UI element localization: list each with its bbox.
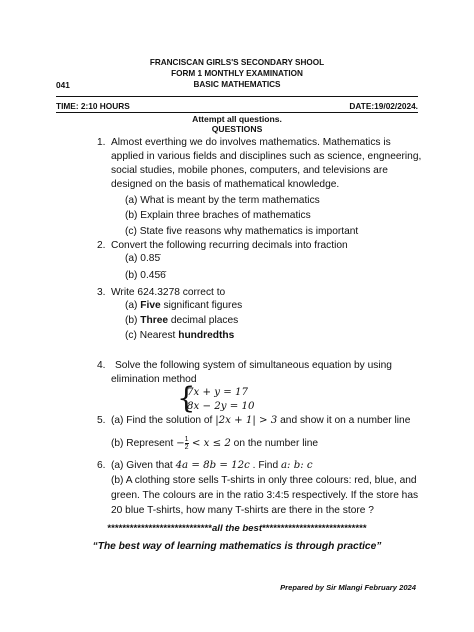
- text: on the number line: [230, 438, 319, 450]
- question-number: 1.: [97, 137, 106, 148]
- question-number: 4.: [97, 360, 106, 371]
- best-wishes-line: [0, 523, 474, 534]
- decimal-value: 0.4: [140, 270, 155, 281]
- best-wishes-text: all the best: [211, 523, 263, 534]
- recurring-digit: 5 ̇: [154, 253, 160, 264]
- question-text-line: Almost everthing we do involves mathematics. Mathematics is: [111, 137, 391, 148]
- text: decimal places: [168, 315, 239, 326]
- label: (a): [125, 253, 141, 264]
- label: (c) Nearest: [125, 330, 179, 341]
- question-text-line: elimination method: [111, 374, 197, 385]
- motto-quote: “The best way of learning mathematics is through practice”: [92, 541, 382, 552]
- numerator: 1: [184, 436, 189, 443]
- text: (a) Find the solution of: [111, 415, 216, 426]
- inequality: |2x + 1| > 3: [215, 415, 278, 426]
- question-number: 5.: [97, 415, 106, 426]
- emphasis: Three: [140, 315, 169, 326]
- sub-question-a: [111, 414, 410, 429]
- label: (b): [125, 315, 141, 326]
- sub-question-b: [125, 270, 166, 281]
- questions-heading: QUESTIONS: [211, 124, 263, 134]
- question-text-line: Solve the following system of simultaneous equation by using: [115, 360, 392, 371]
- header-divider-top: [56, 96, 418, 97]
- equation-2: 8x − 2y = 10: [187, 401, 255, 412]
- question-text: Convert the following recurring decimals into fraction: [111, 240, 348, 251]
- sub-question-a: [111, 459, 313, 474]
- subject-title: BASIC MATHEMATICS: [193, 80, 281, 89]
- text: . Find: [249, 460, 281, 471]
- sub-question-b-line: (b) A clothing store sells T-shirts in only three colours: red, blue, and: [111, 475, 417, 486]
- minus-sign: −: [176, 438, 185, 450]
- sub-question-b-line: green. The colours are in the ratio 3:4:5 respectively. If the store has: [111, 490, 419, 501]
- inequality: < x ≤ 2: [188, 438, 231, 450]
- equation-1: 7x + y = 17: [187, 387, 248, 398]
- denominator: 2: [184, 444, 189, 451]
- sub-question-b: [111, 436, 318, 452]
- subject-code: 041: [56, 80, 70, 90]
- text: and show it on a number line: [277, 415, 411, 426]
- emphasis: Five: [140, 300, 161, 311]
- time-label: TIME: 2:10 HOURS: [56, 101, 130, 111]
- attempt-instruction: Attempt all questions.: [192, 114, 282, 124]
- sub-question-b: [125, 315, 238, 326]
- prepared-by: Prepared by Sir Mlangi February 2024: [280, 583, 416, 592]
- star-border: ****************************: [262, 523, 367, 534]
- question-number: 6.: [97, 460, 106, 471]
- label: (a): [125, 300, 141, 311]
- equation-brace: {: [177, 381, 196, 415]
- header-divider-bottom: [56, 112, 418, 113]
- question-text-line: designed on the basis of mathematical knowledge.: [111, 179, 340, 190]
- sub-question-a: [125, 300, 242, 311]
- text: significant figures: [160, 300, 243, 311]
- question-number: 3.: [97, 287, 106, 298]
- recurring-digit: 6 ̇: [160, 270, 166, 281]
- label: (b): [125, 270, 141, 281]
- sub-question-a: [125, 253, 160, 264]
- sub-question-b-line: 20 blue T-shirts, how many T-shirts are there in the store ?: [111, 505, 374, 516]
- equation: 4a = 8b = 12c: [175, 460, 250, 471]
- decimal-value: 0.8: [140, 253, 155, 264]
- text: (b) Represent: [111, 438, 177, 450]
- text: (a) Given that: [111, 460, 176, 471]
- ratio: a: b: c: [280, 460, 313, 471]
- date-label: DATE:19/02/2024.: [349, 101, 418, 111]
- question-text: Write 624.3278 correct to: [111, 287, 226, 298]
- recurring-digit: 5 ̇: [154, 270, 160, 281]
- exam-title: FORM 1 MONTHLY EXAMINATION: [171, 69, 303, 78]
- question-text-line: social studies, mobile phones, computers, and televisions are: [111, 165, 388, 176]
- sub-question-b: (b) Explain three braches of mathematics: [125, 210, 311, 221]
- sub-question-c: (c) State five reasons why mathematics is important: [125, 226, 359, 237]
- sub-question-c: [125, 330, 234, 341]
- question-text-line: applied in various fields and disciplines such as science, engneering,: [111, 151, 422, 162]
- school-name: FRANCISCAN GIRLS'S SECONDARY SHOOL: [149, 58, 325, 67]
- sub-question-a: (a) What is meant by the term mathematics: [125, 195, 320, 206]
- question-number: 2.: [97, 240, 106, 251]
- emphasis: hundredths: [178, 330, 235, 341]
- star-border: ****************************: [107, 523, 212, 534]
